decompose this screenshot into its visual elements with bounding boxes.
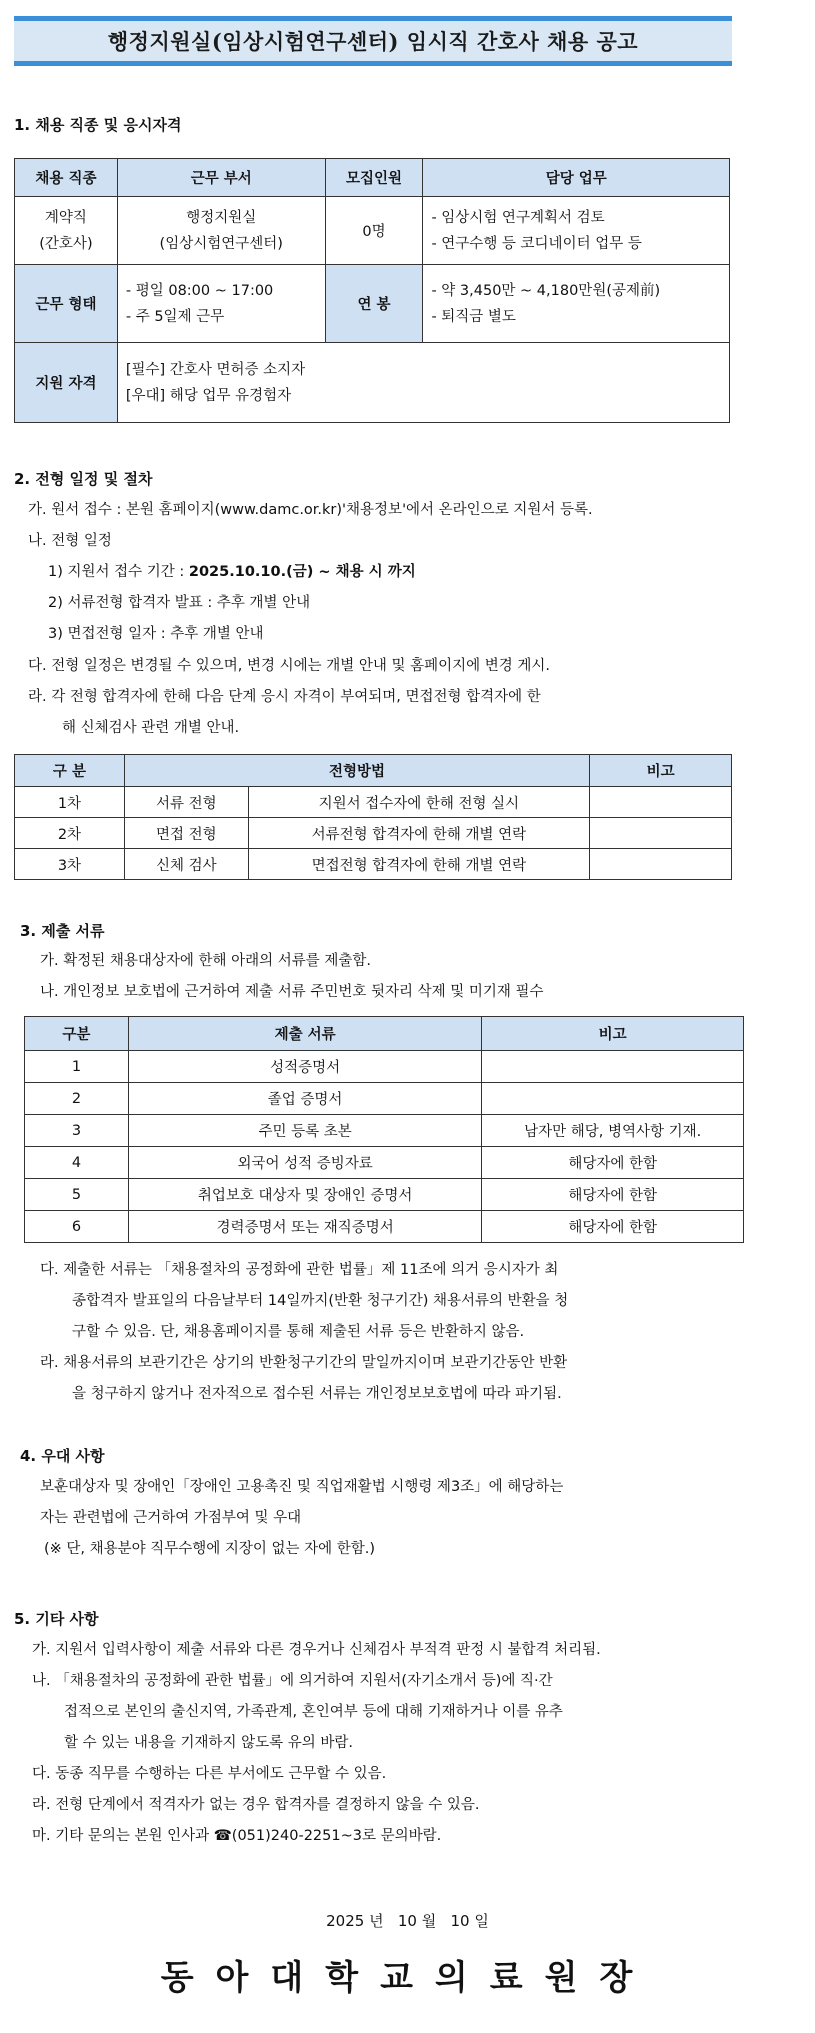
dept-line: (임상시험연구센터) (159, 235, 283, 252)
work-line: - 평일 08:00 ~ 17:00 (125, 282, 274, 299)
qual-line: [필수] 간호사 면허증 소지자 (125, 361, 306, 378)
no-cell: 6 (25, 1211, 129, 1243)
qual-cell (117, 343, 729, 423)
s3-item-da-2: 종합격자 발표일의 다음날부터 14일까지(반환 청구기간) 채용서류의 반환을 청 (72, 1293, 569, 1309)
duty-line: - 임상시험 연구계획서 검토 (431, 209, 605, 226)
s3-item-na: 나. 개인정보 보호법에 근거하여 제출 서류 주민번호 뒷자리 삭제 및 미기재 필수 (40, 984, 544, 1000)
page-title: 행정지원실(임상시험연구센터) 임시직 간호사 채용 공고 (107, 29, 639, 54)
s5-item-ma: 마. 기타 문의는 본원 인사과 ☎(051)240-2251~3로 문의바람. (32, 1828, 442, 1844)
section-1-heading: 1. 채용 직종 및 응시자격 (14, 116, 182, 134)
col-no: 구분 (25, 1017, 129, 1051)
doc-note-cell: 해당자에 한함 (482, 1211, 744, 1243)
col-method: 전형방법 (124, 755, 589, 787)
col-duty: 담당 업무 (423, 159, 730, 197)
schedule-1-label: 1) 지원서 접수 기간 : (48, 564, 189, 580)
process-table (14, 754, 732, 880)
step-cell: 1차 (15, 787, 125, 818)
section-5-heading: 5. 기타 사항 (14, 1610, 99, 1628)
s3-item-ga: 가. 확정된 채용대상자에 한해 아래의 서류를 제출함. (40, 953, 372, 969)
documents-table-header (25, 1017, 744, 1051)
title-banner (14, 16, 732, 66)
doc-note-cell: 해당자에 한함 (482, 1179, 744, 1211)
s2-schedule-3: 3) 면접전형 일자 : 추후 개별 안내 (48, 626, 264, 642)
s5-item-ga: 가. 지원서 입력사항이 제출 서류와 다른 경우거나 신체검사 부적격 판정 시 불합격 처리됨. (32, 1642, 601, 1658)
s5-item-ra: 라. 전형 단계에서 적격자가 없는 경우 합격자를 결정하지 않을 수 있음. (32, 1797, 480, 1813)
doc-note-cell (482, 1051, 744, 1083)
section-3-heading: 3. 제출 서류 (20, 922, 105, 940)
col-note: 비고 (590, 755, 732, 787)
step-cell: 3차 (15, 849, 125, 880)
doc-cell: 경력증명서 또는 재직증명서 (128, 1211, 481, 1243)
recruit-row (15, 197, 730, 265)
s5-item-na-3: 할 수 있는 내용을 기재하지 않도록 유의 바람. (64, 1735, 353, 1751)
job-cell (15, 197, 118, 265)
qual-label: 지원 자격 (15, 343, 118, 423)
doc-note-cell: 남자만 해당, 병역사항 기재. (482, 1115, 744, 1147)
table-row (25, 1115, 744, 1147)
col-count: 모집인원 (325, 159, 423, 197)
col-dept: 근무 부서 (117, 159, 325, 197)
no-cell: 3 (25, 1115, 129, 1147)
s5-item-da: 다. 동종 직무를 수행하는 다른 부서에도 근무할 수 있음. (32, 1766, 387, 1782)
s5-item-na-1: 나. 「채용절차의 공정화에 관한 법률」에 의거하여 지원서(자기소개서 등)에 직·간 (32, 1673, 553, 1689)
table-row (15, 849, 732, 880)
desc-cell: 서류전형 합격자에 한해 개별 연락 (248, 818, 589, 849)
recruit-table (14, 158, 730, 423)
notice-date: 2025 년 10 월 10 일 (326, 1912, 489, 1930)
work-line: - 주 5일제 근무 (125, 308, 225, 325)
section-2-heading: 2. 전형 일정 및 절차 (14, 470, 153, 488)
note-cell (590, 849, 732, 880)
type-cell: 서류 전형 (124, 787, 248, 818)
s4-line-2: 자는 관련법에 근거하여 가점부여 및 우대 (40, 1510, 302, 1526)
salary-label: 연 봉 (325, 265, 423, 343)
note-cell (590, 818, 732, 849)
note-cell (590, 787, 732, 818)
dept-line: 행정지원실 (186, 209, 257, 226)
job-line: (간호사) (39, 235, 93, 252)
job-line: 계약직 (44, 209, 87, 226)
work-row (15, 265, 730, 343)
s2-item-ra-2: 해 신체검사 관련 개별 안내. (62, 720, 240, 736)
doc-cell: 주민 등록 초본 (128, 1115, 481, 1147)
doc-cell: 외국어 성적 증빙자료 (128, 1147, 481, 1179)
s4-line-1: 보훈대상자 및 장애인「장애인 고용촉진 및 직업재활법 시행령 제3조」에 해당하는 (40, 1479, 564, 1495)
doc-cell: 취업보호 대상자 및 장애인 증명서 (128, 1179, 481, 1211)
s2-item-na: 나. 전형 일정 (28, 533, 112, 549)
s5-item-na-2: 접적으로 본인의 출신지역, 가족관계, 혼인여부 등에 대해 기재하거나 이를 유추 (64, 1704, 563, 1720)
s3-item-ra-2: 을 청구하지 않거나 전자적으로 접수된 서류는 개인정보보호법에 따라 파기됨. (72, 1386, 562, 1402)
duty-cell (423, 197, 730, 265)
s3-item-da-1: 다. 제출한 서류는 「채용절차의 공정화에 관한 법률」제 11조에 의거 응시자가 최 (40, 1262, 559, 1278)
no-cell: 5 (25, 1179, 129, 1211)
no-cell: 4 (25, 1147, 129, 1179)
type-cell: 신체 검사 (124, 849, 248, 880)
col-step: 구 분 (15, 755, 125, 787)
desc-cell: 면접전형 합격자에 한해 개별 연락 (248, 849, 589, 880)
schedule-1-date: 2025.10.10.(금) ~ 채용 시 까지 (188, 564, 416, 580)
table-row (25, 1083, 744, 1115)
doc-note-cell: 해당자에 한함 (482, 1147, 744, 1179)
s2-item-da: 다. 전형 일정은 변경될 수 있으며, 변경 시에는 개별 안내 및 홈페이지에 변경 게시. (28, 658, 550, 674)
qual-line: [우대] 해당 업무 유경험자 (125, 387, 292, 404)
salary-cell (423, 265, 730, 343)
s3-item-da-3: 구할 수 있음. 단, 채용홈페이지를 통해 제출된 서류 등은 반환하지 않음. (72, 1324, 525, 1340)
step-cell: 2차 (15, 818, 125, 849)
table-row (25, 1179, 744, 1211)
s2-item-ga: 가. 원서 접수 : 본원 홈페이지(www.damc.or.kr)'채용정보'에서 온라인으로 지원서 등록. (28, 502, 593, 518)
work-cell (117, 265, 325, 343)
process-table-header (15, 755, 732, 787)
s2-item-ra-1: 라. 각 전형 합격자에 한해 다음 단계 응시 자격이 부여되며, 면접전형 합격자에 한 (28, 689, 541, 705)
s3-item-ra-1: 라. 채용서류의 보관기간은 상기의 반환청구기간의 말일까지이며 보관기간동안 반환 (40, 1355, 568, 1371)
no-cell: 1 (25, 1051, 129, 1083)
type-cell: 면접 전형 (124, 818, 248, 849)
no-cell: 2 (25, 1083, 129, 1115)
doc-cell: 졸업 증명서 (128, 1083, 481, 1115)
qual-row (15, 343, 730, 423)
dept-cell (117, 197, 325, 265)
col-doc-note: 비고 (482, 1017, 744, 1051)
table-row (15, 818, 732, 849)
salary-line: - 퇴직금 별도 (431, 308, 516, 325)
desc-cell: 지원서 접수자에 한해 전형 실시 (248, 787, 589, 818)
doc-cell: 성적증명서 (128, 1051, 481, 1083)
col-doc: 제출 서류 (128, 1017, 481, 1051)
doc-note-cell (482, 1083, 744, 1115)
count-cell: 0명 (325, 197, 423, 265)
salary-line: - 약 3,450만 ~ 4,180만원(공제前) (431, 282, 661, 299)
s4-line-3: (※ 단, 채용분야 직무수행에 지장이 없는 자에 한함.) (44, 1541, 376, 1557)
issuer-name: 동아대학교의료원장 (160, 1958, 655, 1998)
table-row (25, 1147, 744, 1179)
work-label: 근무 형태 (15, 265, 118, 343)
s2-schedule-1 (48, 562, 416, 582)
table-row (15, 787, 732, 818)
section-4-heading: 4. 우대 사항 (20, 1447, 105, 1465)
documents-table (24, 1016, 744, 1243)
col-job: 채용 직종 (15, 159, 118, 197)
duty-line: - 연구수행 등 코디네이터 업무 등 (431, 235, 642, 252)
table-row (25, 1051, 744, 1083)
s2-schedule-2: 2) 서류전형 합격자 발표 : 추후 개별 안내 (48, 595, 311, 611)
recruit-table-header (15, 159, 730, 197)
table-row (25, 1211, 744, 1243)
